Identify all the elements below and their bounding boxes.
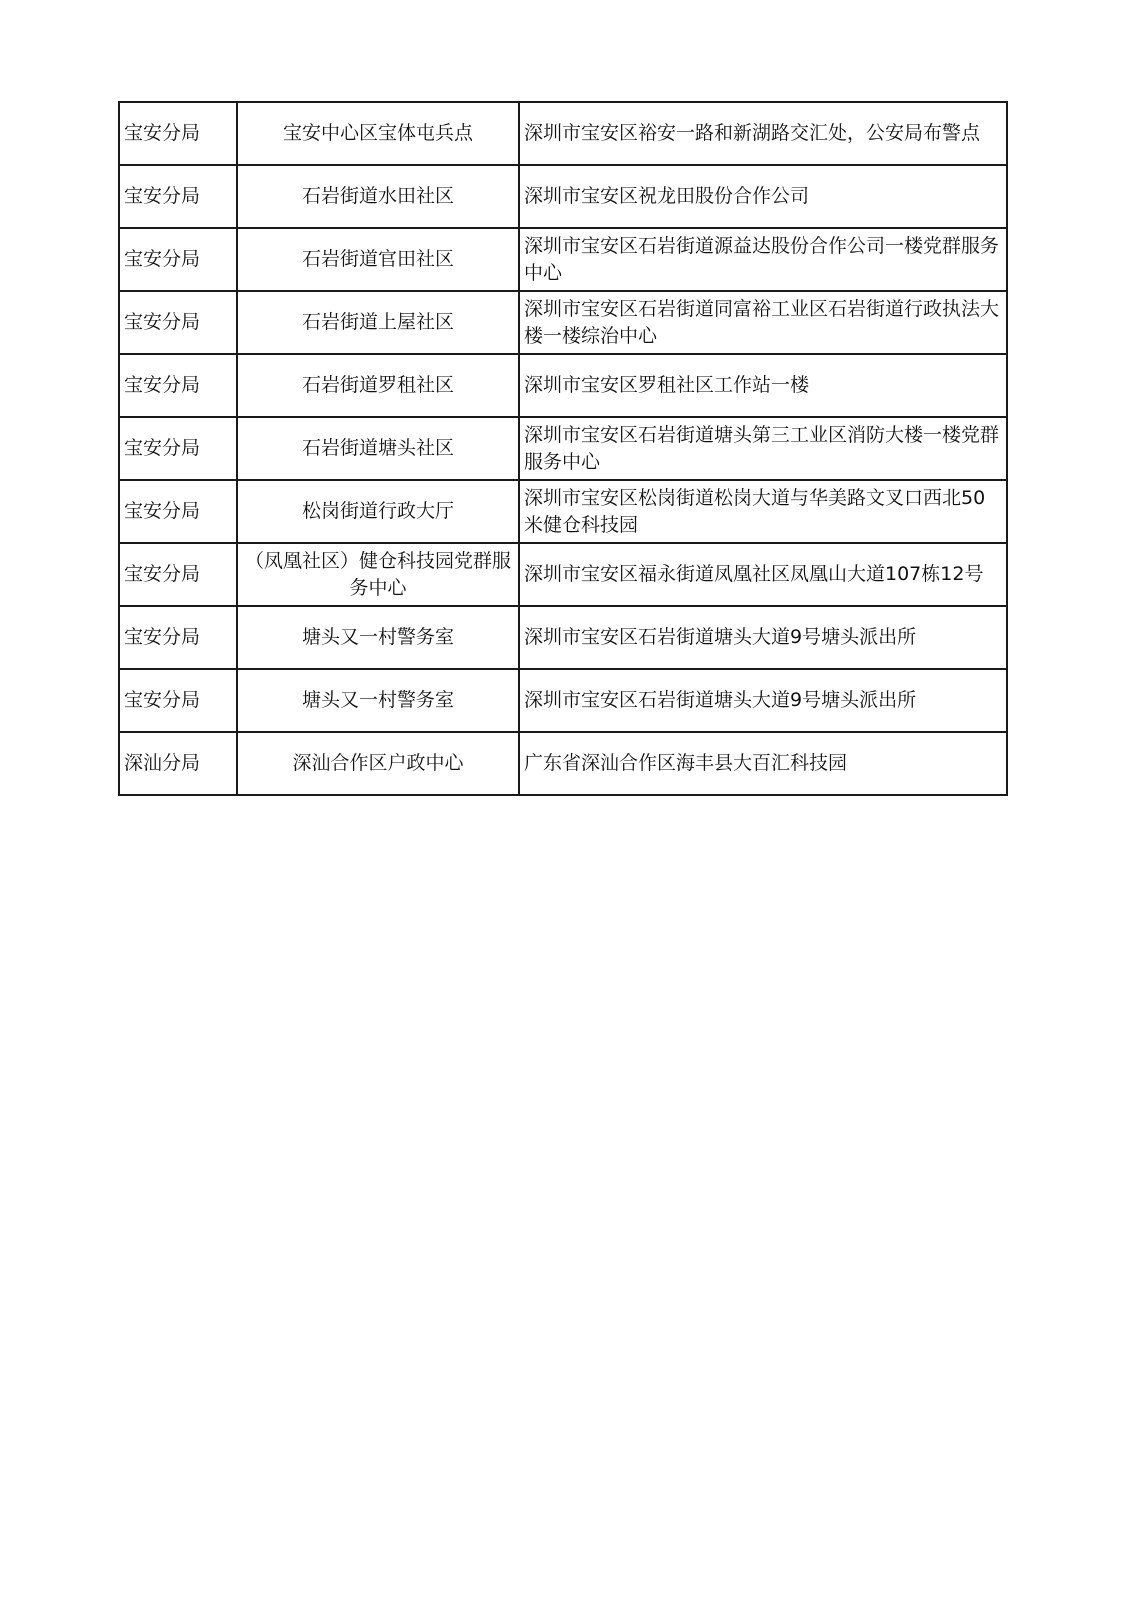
station-cell: 石岩街道上屋社区 <box>237 291 519 354</box>
station-cell: 石岩街道水田社区 <box>237 165 519 228</box>
station-cell: 塘头又一村警务室 <box>237 669 519 732</box>
address-cell: 深圳市宝安区石岩街道塘头大道9号塘头派出所 <box>519 606 1007 669</box>
bureau-cell: 宝安分局 <box>119 165 237 228</box>
table-row <box>119 480 1007 543</box>
table-row <box>119 543 1007 606</box>
address-cell: 深圳市宝安区福永街道凤凰社区凤凰山大道107栋12号 <box>519 543 1007 606</box>
bureau-cell: 宝安分局 <box>119 669 237 732</box>
station-cell: 石岩街道罗租社区 <box>237 354 519 417</box>
table-row <box>119 165 1007 228</box>
bureau-cell: 宝安分局 <box>119 228 237 291</box>
bureau-cell: 深汕分局 <box>119 732 237 795</box>
table-row <box>119 354 1007 417</box>
address-cell: 深圳市宝安区裕安一路和新湖路交汇处，公安局布警点 <box>519 102 1007 165</box>
table-row <box>119 732 1007 795</box>
bureau-cell: 宝安分局 <box>119 291 237 354</box>
table-row <box>119 606 1007 669</box>
table-row <box>119 669 1007 732</box>
bureau-cell: 宝安分局 <box>119 480 237 543</box>
bureau-cell: 宝安分局 <box>119 543 237 606</box>
address-cell: 深圳市宝安区罗租社区工作站一楼 <box>519 354 1007 417</box>
bureau-cell: 宝安分局 <box>119 417 237 480</box>
station-cell: 松岗街道行政大厅 <box>237 480 519 543</box>
table-row <box>119 102 1007 165</box>
station-cell: 深汕合作区户政中心 <box>237 732 519 795</box>
address-cell: 深圳市宝安区石岩街道塘头第三工业区消防大楼一楼党群服务中心 <box>519 417 1007 480</box>
bureau-cell: 宝安分局 <box>119 102 237 165</box>
address-cell: 深圳市宝安区石岩街道源益达股份合作公司一楼党群服务中心 <box>519 228 1007 291</box>
address-cell: 深圳市宝安区祝龙田股份合作公司 <box>519 165 1007 228</box>
station-cell: 宝安中心区宝体屯兵点 <box>237 102 519 165</box>
address-cell: 深圳市宝安区石岩街道塘头大道9号塘头派出所 <box>519 669 1007 732</box>
address-cell: 深圳市宝安区石岩街道同富裕工业区石岩街道行政执法大楼一楼综治中心 <box>519 291 1007 354</box>
table-row <box>119 291 1007 354</box>
station-cell: 塘头又一村警务室 <box>237 606 519 669</box>
station-cell: 石岩街道塘头社区 <box>237 417 519 480</box>
table-row <box>119 417 1007 480</box>
address-table <box>118 101 1008 796</box>
station-cell: （凤凰社区）健仓科技园党群服务中心 <box>237 543 519 606</box>
address-cell: 深圳市宝安区松岗街道松岗大道与华美路文叉口西北50米健仓科技园 <box>519 480 1007 543</box>
table-row <box>119 228 1007 291</box>
address-cell: 广东省深汕合作区海丰县大百汇科技园 <box>519 732 1007 795</box>
station-cell: 石岩街道官田社区 <box>237 228 519 291</box>
table-body <box>119 102 1007 795</box>
bureau-cell: 宝安分局 <box>119 606 237 669</box>
bureau-cell: 宝安分局 <box>119 354 237 417</box>
